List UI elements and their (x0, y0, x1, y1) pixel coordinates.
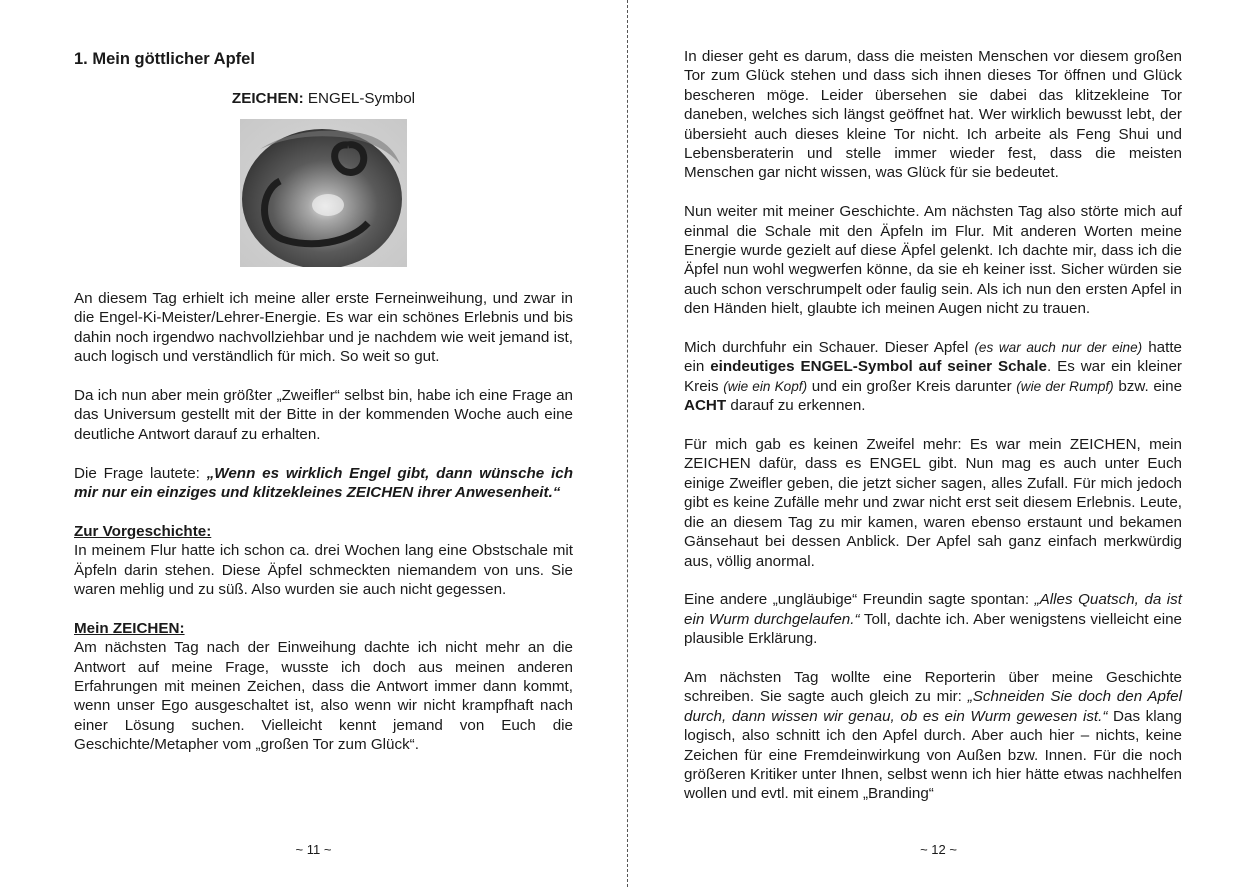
apple-image (240, 119, 407, 267)
question-quote: „Wenn es wirklich Engel gibt, dann wünsche ich mir nur ein einziges und klitzekleines ZEICHEN ihrer Anwesenheit.“ (74, 464, 573, 502)
r6-text-c: Das klang logisch, also schnitt ich den Apfel durch. Aber auch hier – nichts, keine Zeichen für eine Fremdeinwirkung von Außen bzw. Innen. Für die noch größeren Kritiker unter Ihnen, selbst wenn ich hier hätte etwas nachhelfen wollen und evtl. mit einem „Branding“ (684, 707, 1182, 803)
left-text-column (74, 48, 573, 755)
subheading-mein-zeichen: Mein ZEICHEN: (74, 619, 185, 637)
symbol-caption-rest: ENGEL-Symbol (303, 90, 416, 107)
chapter-heading: 1. Mein göttlicher Apfel (74, 50, 255, 68)
paragraph-2: Da ich nun aber mein größter „Zweifler“ selbst bin, habe ich eine Frage an das Universum gestellt mit der Bitte in der kommenden Woche auch eine deutliche Antwort darauf zu erhalten. (74, 387, 573, 443)
paragraph-r1: In dieser geht es darum, dass die meisten Menschen vor diesem großen Tor zum Glück stehen und dass sich ihnen dieses Tor öffnen und Glück bescheren möge. Leider übersehen sie dabei das klitzekleine Tor daneben, welches sich längst geöffnet hat. Wer wirklich bewusst lebt, der übersieht auch dieses kleine Tor nicht. Ich arbeite als Feng Shui und Lebensberaterin und stelle immer wieder fest, dass die meisten Menschen gar nicht wissen, was Glück für sie bedeutet. (684, 48, 1182, 182)
r3-text-g: und ein großer Kreis darunter (807, 377, 1017, 395)
r3-italic-b: (es war auch nur der eine) (974, 340, 1143, 356)
paragraph-3 (74, 464, 573, 503)
r6-italic-b: „Schneiden Sie doch den Apfel durch, dann wissen wir genau, ob es ein Wurm gewesen ist.“ (684, 688, 1182, 725)
r3-text-c: hatte ein (684, 339, 1182, 376)
paragraph-r3 (684, 338, 1182, 416)
r5-text-a: Eine andere „ungläubige“ Freundin sagte spontan: (684, 591, 1035, 609)
subheading-vorgeschichte: Zur Vorgeschichte: (74, 522, 212, 540)
paragraph-r6 (684, 668, 1182, 804)
paragraph-5: Am nächsten Tag nach der Einweihung dachte ich nicht mehr an die Antwort auf meine Frage, wusste ich doch aus meinen anderen Erfahrungen mit meinen Zeichen, dass die Antwort immer dann kommt, wenn unser Ego ausgeschaltet ist, also wenn wir nicht krampfhaft nach einer Lösung suchen. Vielleicht kennt jemand von Euch die Geschichte/Metapher vom „großen Tor zum Glück“. (74, 639, 573, 754)
r3-text-a: Mich durchfuhr ein Schauer. Dieser Apfel (684, 339, 975, 357)
symbol-caption-bold: ZEICHEN: (231, 90, 304, 107)
page-number-right: ~ 12 ~ (920, 842, 957, 857)
r3-bold-j: ACHT (684, 397, 727, 415)
r3-text-e: . Es war ein kleiner Kreis (684, 358, 1182, 395)
paragraph-r4: Für mich gab es keinen Zweifel mehr: Es war mein ZEICHEN, mein ZEICHEN dafür, dass es ENGEL gibt. Nun mag es auch unter Euch einige Zweifler geben, die jetzt sicher sagen, alles Zufall. Für mich jedoch gibt es keine Zufälle mehr und zwar nicht erst seit diesem Erlebnis. Leute, die an diesem Tag zu mir kamen, waren ebenso erstaunt und bekamen Gänsehaut bei dessen Anblick. Der Apfel sah ganz einfach merkwürdig aus, völlig anormal. (684, 436, 1182, 570)
r3-italic-f: (wie ein Kopf) (723, 378, 808, 394)
r5-italic-b: „Alles Quatsch, da ist ein Wurm durchgelaufen.“ (684, 591, 1182, 628)
apple-photo-graphic (240, 119, 407, 267)
right-page (628, 0, 1253, 887)
paragraph-r5 (684, 590, 1182, 648)
r3-bold-d: eindeutiges ENGEL-Symbol auf seiner Schale (710, 358, 1047, 376)
right-text-column (684, 47, 1182, 804)
r3-text-i: bzw. eine (1113, 377, 1183, 395)
page-number-left: ~ 11 ~ (295, 842, 332, 857)
paragraph-r2: Nun weiter mit meiner Geschichte. Am nächsten Tag also störte mich auf einmal die Schale mit den Äpfeln im Flur. Mit anderen Worten meine Energie wurde gezielt auf diese Äpfel gelenkt. Ich dachte mir, dass ich die Äpfel nun wohl wegwerfen könne, da sie eh keiner isst. Sicher würden sie auch schon verschrumpelt oder faulig sein. Als ich nun den ersten Apfel in den Händen hielt, glaubte ich meinen Augen nicht zu trauen. (684, 203, 1182, 318)
symbol-caption (74, 89, 573, 108)
question-lead: Die Frage lautete: (74, 464, 207, 482)
r5-text-c: Toll, dachte ich. Aber wenigstens vielleicht eine plausible Erklärung. (684, 610, 1182, 648)
paragraph-1: An diesem Tag erhielt ich meine aller erste Ferneinweihung, und zwar in die Engel-Ki-Meister/Lehrer-Energie. Es war ein schönes Erlebnis und bis dahin noch irgendwo nachvollziehbar und je nachdem wie weit jemand ist, auch logisch und verständlich für mich. So weit so gut. (74, 290, 573, 366)
paragraph-4: In meinem Flur hatte ich schon ca. drei Wochen lang eine Obstschale mit Äpfeln darin stehen. Diese Äpfel schmeckten niemandem von uns. Sie waren mehlig und zu süß. Also wurden sie auch nicht gegessen. (74, 542, 573, 599)
r3-text-k: darauf zu erkennen. (726, 397, 866, 415)
r3-italic-h: (wie der Rumpf) (1016, 378, 1114, 394)
r6-text-a: Am nächsten Tag wollte eine Reporterin über meine Geschichte schreiben. Sie sagte auch gleich zu mir: (684, 668, 1182, 706)
